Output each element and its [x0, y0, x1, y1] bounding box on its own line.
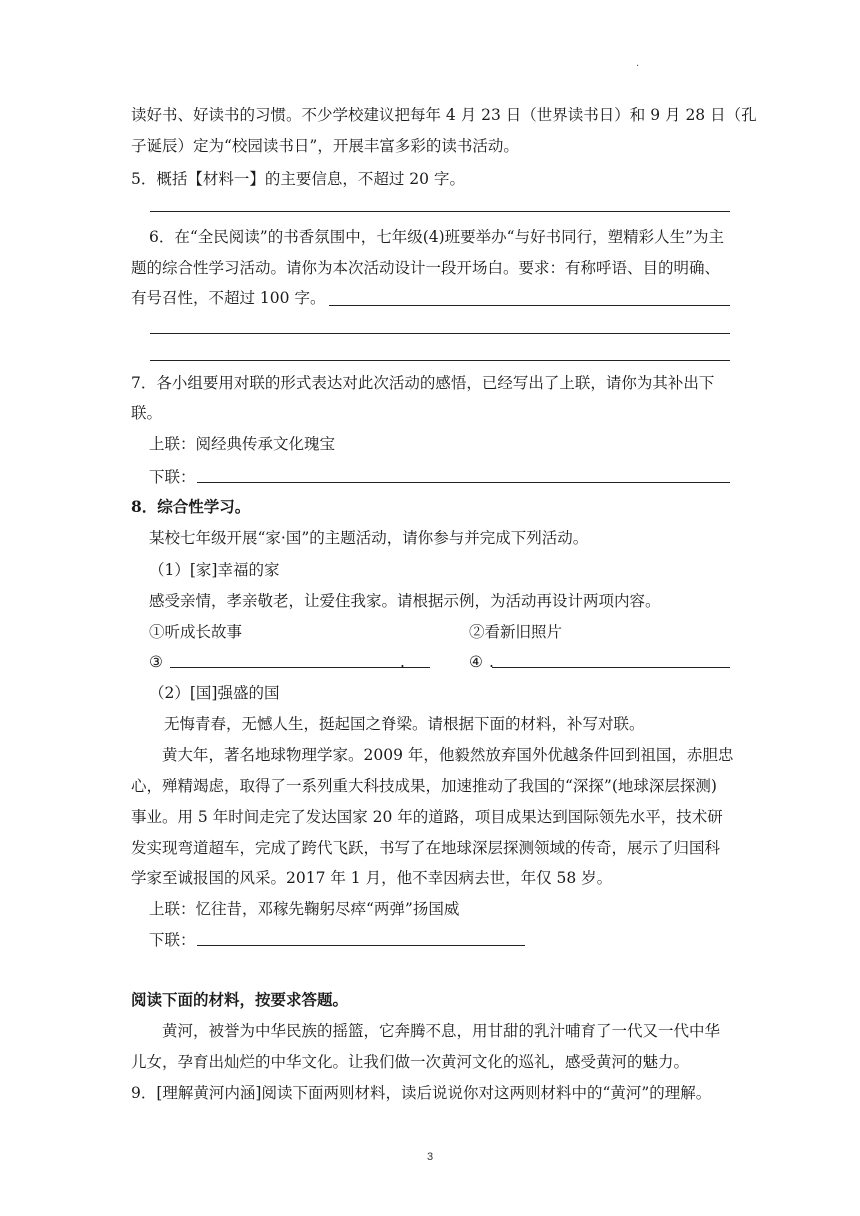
- header-mark: .: [636, 58, 640, 69]
- question-8-part2: （2）[国]强盛的国: [149, 684, 280, 702]
- question-8-part1: （1）[家]幸福的家: [149, 561, 280, 579]
- question-6-line: 题的综合性学习活动。请你为本次活动设计一段开场白。要求：有称呼语、目的明确、: [131, 259, 721, 277]
- question-7: 7．各小组要用对联的形式表达对此次活动的感悟，已经写出了上联，请你为其补出下: [131, 374, 715, 392]
- yellow-river-line: 黄河，被誉为中华民族的摇篮，它奔腾不息，用甘甜的乳汁哺育了一代又一代中华: [162, 1022, 721, 1040]
- biography-line: 黄大年，著名地球物理学家。2009 年，他毅然放弃国外优越条件回到祖国，赤胆忠: [162, 746, 734, 764]
- biography-line: 学家至诚报国的风采。2017 年 1 月，他不幸因病去世，年仅 58 岁。: [131, 869, 613, 887]
- answer-line-option-4[interactable]: [492, 667, 730, 668]
- biography-line: 事业。用 5 年时间走完了发达国家 20 年的道路，项目成果达到国际领先水平，技术研: [131, 808, 723, 826]
- question-6-line: 有号召性，不超过 100 字。: [131, 289, 326, 307]
- question-6: 6．在“全民阅读”的书香氛围中，七年级(4)班要举办“与好书同行，塑精彩人生”为主: [149, 228, 725, 246]
- answer-line-q6[interactable]: [150, 360, 730, 361]
- question-8-part2-desc: 无悔青春，无憾人生，挺起国之脊梁。请根据下面的材料，补写对联。: [164, 715, 645, 733]
- answer-line-option-3[interactable]: [170, 667, 430, 668]
- question-9: 9．[理解黄河内涵]阅读下面两则材料，读后说说你对这两则材料中的“黄河”的理解。: [131, 1084, 712, 1102]
- answer-line-q6[interactable]: [329, 305, 730, 306]
- biography-line: 发实现弯道超车，完成了跨代飞跃，书写了在地球深层探测领域的传奇，展示了归国科: [131, 839, 721, 857]
- question-5: 5．概括【材料一】的主要信息，不超过 20 字。: [131, 170, 465, 188]
- answer-line-q6[interactable]: [150, 333, 730, 334]
- paragraph-line: 读好书、好读书的习惯。不少学校建议把每年 4 月 23 日（世界读书日）和 9 月 28 日（孔: [131, 106, 757, 124]
- yellow-river-line: 儿女，孕育出灿烂的中华文化。让我们做一次黄河文化的巡礼，感受黄河的魅力。: [131, 1053, 690, 1071]
- option-3-dot: .: [400, 653, 405, 671]
- option-1: ①听成长故事: [149, 623, 243, 641]
- option-4: ④: [469, 653, 483, 671]
- biography-line: 心，殚精竭虑，取得了一系列重大科技成果，加速推动了我国的“深探”(地球深层探测): [131, 777, 717, 795]
- question-8: 8．综合性学习。: [131, 497, 251, 516]
- option-4-dot: .: [489, 653, 494, 671]
- couplet-lower-label-q8: 下联：: [149, 931, 196, 949]
- page-number: 3: [426, 1151, 434, 1163]
- question-8-part1-desc: 感受亲情，孝亲敬老，让爱住我家。请根据示例，为活动再设计两项内容。: [149, 592, 661, 610]
- question-8-intro: 某校七年级开展“家·国”的主题活动，请你参与并完成下列活动。: [149, 529, 589, 547]
- answer-line-q8[interactable]: [197, 945, 525, 946]
- couplet-upper: 上联：阅经典传承文化瑰宝: [149, 435, 336, 453]
- option-2: ②看新旧照片: [469, 623, 563, 641]
- couplet-lower-label: 下联：: [149, 468, 196, 486]
- paragraph-line: 子诞辰）定为“校园读书日”，开展丰富多彩的读书活动。: [131, 137, 519, 155]
- couplet-upper-q8: 上联：忆往昔，邓稼先鞠躬尽瘁“两弹”扬国威: [149, 900, 460, 918]
- section-heading: 阅读下面的材料，按要求答题。: [131, 990, 349, 1009]
- answer-line-q7[interactable]: [197, 482, 730, 483]
- answer-line-q5[interactable]: [150, 211, 730, 212]
- question-7-line: 联。: [131, 404, 163, 422]
- option-3: ③: [149, 653, 163, 671]
